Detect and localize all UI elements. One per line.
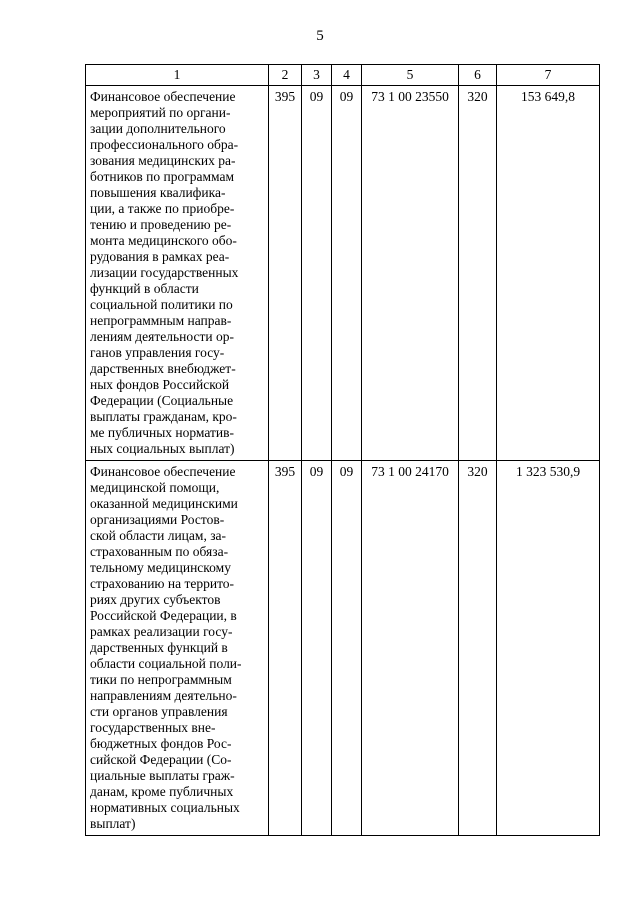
column-header-7: 7 (497, 65, 600, 86)
description-line: выплаты гражданам, кро- (90, 409, 237, 424)
row-code-admin: 395 (269, 461, 302, 836)
description-line: тики по непрограммным (90, 672, 232, 687)
description-line: ботников по программам (90, 169, 235, 184)
description-line: Российской Федерации, в (90, 608, 237, 623)
description-line: направлениям деятельно- (90, 688, 237, 703)
column-header-5: 5 (362, 65, 459, 86)
row-code-section: 09 (302, 86, 332, 461)
description-line: рудования в рамках реа- (90, 249, 230, 264)
row-code-subsection: 09 (332, 461, 362, 836)
description-line: области социальной поли- (90, 656, 242, 671)
description-line: бюджетных фондов Рос- (90, 736, 232, 751)
description-line: тению и проведению ре- (90, 217, 232, 232)
row-description (86, 461, 269, 836)
page-number: 5 (316, 28, 324, 44)
column-header-4: 4 (332, 65, 362, 86)
description-line: зования медицинских ра- (90, 153, 236, 168)
description-line: риях других субъектов (90, 592, 221, 607)
description-line: страхованным по обяза- (90, 544, 229, 559)
description-line: профессионального обра- (90, 137, 239, 152)
description-line: рамках реализации госу- (90, 624, 233, 639)
description-line: данам, кроме публичных (90, 784, 234, 799)
description-line: ме публичных норматив- (90, 425, 235, 440)
table-header-row (86, 65, 600, 86)
description-line: государственных вне- (90, 720, 216, 735)
description-line: мероприятий по органи- (90, 105, 231, 120)
description-line: оказанной медицинскими (90, 496, 238, 511)
description-line: лениям деятельности ор- (90, 329, 234, 344)
row-amount: 1 323 530,9 (497, 461, 600, 836)
description-line: ганов управления госу- (90, 345, 225, 360)
description-line: ской области лицам, за- (90, 528, 227, 543)
description-line: ции, а также по приобре- (90, 201, 235, 216)
description-line: ных социальных выплат) (90, 441, 235, 456)
description-line: дарственных функций в (90, 640, 228, 655)
row-code-section: 09 (302, 461, 332, 836)
description-line: сти органов управления (90, 704, 228, 719)
description-line: циальные выплаты граж- (90, 768, 235, 783)
description-line: ных фондов Российской (90, 377, 230, 392)
column-header-3: 3 (302, 65, 332, 86)
description-line: страхованию на террито- (90, 576, 235, 591)
row-code-subsection: 09 (332, 86, 362, 461)
column-header-6: 6 (459, 65, 497, 86)
description-line: функций в области (90, 281, 199, 296)
description-line: дарственных внебюджет- (90, 361, 236, 376)
description-line: Федерации (Социальные (90, 393, 234, 408)
description-line: нормативных социальных (90, 800, 240, 815)
row-code-target: 73 1 00 24170 (362, 461, 459, 836)
budget-table (85, 64, 600, 836)
description-line: непрограммным направ- (90, 313, 232, 328)
row-code-target: 73 1 00 23550 (362, 86, 459, 461)
row-amount: 153 649,8 (497, 86, 600, 461)
description-line: повышения квалифика- (90, 185, 226, 200)
table-row (86, 461, 600, 836)
description-line: социальной политики по (90, 297, 233, 312)
row-description (86, 86, 269, 461)
column-header-2: 2 (269, 65, 302, 86)
description-line: тельному медицинскому (90, 560, 231, 575)
description-line: организациями Ростов- (90, 512, 225, 527)
table-row (86, 86, 600, 461)
column-header-1: 1 (86, 65, 269, 86)
row-code-admin: 395 (269, 86, 302, 461)
row-code-expense-type: 320 (459, 461, 497, 836)
description-line: Финансовое обеспечение (90, 464, 236, 479)
description-line: сийской Федерации (Со- (90, 752, 232, 767)
row-code-expense-type: 320 (459, 86, 497, 461)
description-line: медицинской помощи, (90, 480, 220, 495)
description-line: монта медицинского обо- (90, 233, 237, 248)
description-line: лизации государственных (90, 265, 239, 280)
description-line: выплат) (90, 816, 136, 831)
description-line: Финансовое обеспечение (90, 89, 236, 104)
description-line: зации дополнительного (90, 121, 226, 136)
